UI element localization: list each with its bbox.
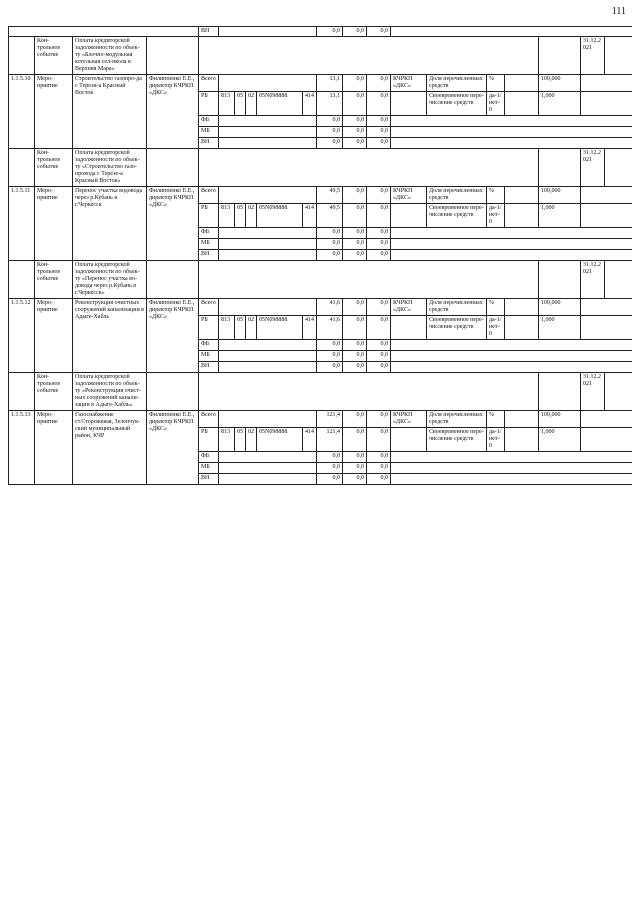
rz-code: 05 <box>235 428 246 452</box>
indicator-unit: да-1/нет-0 <box>487 92 505 116</box>
zero-value: 0,0 <box>317 463 343 474</box>
total-value: 0,0 <box>367 411 391 428</box>
pr-code: 02 <box>246 316 257 340</box>
indicator-name: Доля перечисленных средств <box>427 411 487 428</box>
cell-value: 0,0 <box>367 27 391 37</box>
rb-value: 0,0 <box>343 92 367 116</box>
zero-value: 0,0 <box>343 250 367 261</box>
zero-value: 0,0 <box>367 474 391 485</box>
indicator-value: 100,000 <box>539 411 581 428</box>
zero-value: 0,0 <box>343 474 367 485</box>
zero-value: 0,0 <box>317 116 343 127</box>
zero-value: 0,0 <box>343 239 367 250</box>
measure-kind: Меро-приятие <box>35 299 73 373</box>
source-rb: РБ <box>199 428 219 452</box>
indicator-value: 100,000 <box>539 75 581 92</box>
zero-value: 0,0 <box>343 452 367 463</box>
source-fb: ФБ <box>199 228 219 239</box>
measure-row <box>9 187 633 204</box>
indicator-value: 1,000 <box>539 316 581 340</box>
zero-value: 0,0 <box>367 362 391 373</box>
measure-number: 1.1.5.10 <box>9 75 35 149</box>
executor: КЧРКП «ДКС» <box>391 75 427 92</box>
event-text: Оплата кредиторской задолженности по объек-ту «Блочно-модульная котельная сел-нкола в Верхняя Мара» <box>73 37 147 75</box>
control-event-row <box>9 373 633 411</box>
rb-value: 121,4 <box>317 428 343 452</box>
indicator-value: 1,000 <box>539 204 581 228</box>
event-kind: Кон-трольное событие <box>35 261 73 299</box>
zero-value: 0,0 <box>367 228 391 239</box>
responsible: Филиппенко Е.Е., директор КЧРКП «ДКС» <box>147 411 199 485</box>
csr-code: 05N098888 <box>257 428 303 452</box>
vr-code: 414 <box>303 204 317 228</box>
total-value: 0,0 <box>367 187 391 204</box>
source-fb: ФБ <box>199 340 219 351</box>
zero-value: 0,0 <box>367 138 391 149</box>
table-body <box>9 27 633 485</box>
measure-kind: Меро-приятие <box>35 75 73 149</box>
event-date: 31.12.2021 <box>581 261 605 299</box>
source-total: Всего <box>199 299 219 316</box>
rb-value: 0,0 <box>367 428 391 452</box>
table-row <box>9 27 633 37</box>
program-table <box>8 26 632 485</box>
executor: КЧРКП «ДКС» <box>391 187 427 204</box>
event-date: 31.12.2021 <box>581 373 605 411</box>
responsible: Филиппенко Е.Е., директор КЧРКП «ДКС» <box>147 187 199 261</box>
indicator-unit: % <box>487 299 505 316</box>
zero-value: 0,0 <box>367 239 391 250</box>
zero-value: 0,0 <box>367 250 391 261</box>
source-total: Всего <box>199 187 219 204</box>
event-text: Оплата кредиторской задолженности по объек-ту «Реконструкция очист-ных сооружений канали-зации в Адыге-Хабль» <box>73 373 147 411</box>
measure-number: 1.1.5.13 <box>9 411 35 485</box>
vr-code: 414 <box>303 92 317 116</box>
measure-row <box>9 75 633 92</box>
zero-value: 0,0 <box>317 351 343 362</box>
source-rb: РБ <box>199 316 219 340</box>
measure-row <box>9 411 633 428</box>
grbs-code: 813 <box>219 204 235 228</box>
zero-value: 0,0 <box>317 362 343 373</box>
source-fb: ФБ <box>199 452 219 463</box>
indicator-value: 1,000 <box>539 92 581 116</box>
zero-value: 0,0 <box>317 138 343 149</box>
zero-value: 0,0 <box>317 474 343 485</box>
document-frame <box>8 26 632 894</box>
zero-value: 0,0 <box>343 351 367 362</box>
empty-cell <box>199 37 539 75</box>
rz-code: 05 <box>235 316 246 340</box>
event-kind: Кон-трольное событие <box>35 149 73 187</box>
indicator-value: 1,000 <box>539 428 581 452</box>
rb-value: 41,6 <box>317 316 343 340</box>
total-value: 13,1 <box>317 75 343 92</box>
indicator-name: Доля перечисленных средств <box>427 299 487 316</box>
indicator-value: 100,000 <box>539 187 581 204</box>
vr-code: 414 <box>303 428 317 452</box>
source-vn: ВН <box>199 362 219 373</box>
event-date: 31.12.2021 <box>581 149 605 187</box>
grbs-code: 813 <box>219 316 235 340</box>
zero-value: 0,0 <box>367 116 391 127</box>
measure-name: Перенос участка водовода через р.Кубань в г.Черкесск <box>73 187 147 261</box>
rb-value: 0,0 <box>343 316 367 340</box>
total-value: 0,0 <box>343 411 367 428</box>
source-vn: ВН <box>199 138 219 149</box>
pr-code: 02 <box>246 92 257 116</box>
zero-value: 0,0 <box>367 351 391 362</box>
source-fb: ФБ <box>199 116 219 127</box>
zero-value: 0,0 <box>317 228 343 239</box>
csr-code: 05N098888 <box>257 316 303 340</box>
total-value: 0,0 <box>343 299 367 316</box>
zero-value: 0,0 <box>317 452 343 463</box>
grbs-code: 813 <box>219 92 235 116</box>
measure-number: 1.1.5.11 <box>9 187 35 261</box>
zero-value: 0,0 <box>317 127 343 138</box>
measure-kind: Меро-приятие <box>35 411 73 485</box>
responsible: Филиппенко Е.Е., директор КЧРКП «ДКС» <box>147 299 199 373</box>
total-value: 0,0 <box>343 187 367 204</box>
indicator-unit: % <box>487 411 505 428</box>
measure-row <box>9 299 633 316</box>
indicator-unit: % <box>487 187 505 204</box>
cell-source: ВН <box>199 27 219 37</box>
zero-value: 0,0 <box>343 340 367 351</box>
total-value: 41,6 <box>317 299 343 316</box>
rb-value: 0,0 <box>343 204 367 228</box>
measure-name: Газоснабжение ст.Сторожевая, Зеленчук-ский муниципальный район, КЧР <box>73 411 147 485</box>
total-value: 49,5 <box>317 187 343 204</box>
csr-code: 05N098888 <box>257 92 303 116</box>
rb-value: 49,5 <box>317 204 343 228</box>
rb-value: 0,0 <box>367 204 391 228</box>
executor: КЧРКП «ДКС» <box>391 299 427 316</box>
indicator-name: Доля перечисленных средств <box>427 187 487 204</box>
cell-value: 0,0 <box>343 27 367 37</box>
executor: КЧРКП «ДКС» <box>391 411 427 428</box>
indicator-value: 100,000 <box>539 299 581 316</box>
event-date: 31.12.2021 <box>581 37 605 75</box>
source-mb: МБ <box>199 127 219 138</box>
indicator-unit: % <box>487 75 505 92</box>
cell-value: 0,0 <box>317 27 343 37</box>
source-rb: РБ <box>199 92 219 116</box>
event-kind: Кон-трольное событие <box>35 37 73 75</box>
source-total: Всего <box>199 75 219 92</box>
event-text: Оплата кредиторской задолженности по объек-ту «Строительство газо-провода с Терезе-а Красный Восток» <box>73 149 147 187</box>
grbs-code: 813 <box>219 428 235 452</box>
measure-name: Реконструкция очистных сооружений канализации в Адыге-Хабль <box>73 299 147 373</box>
measure-number: 1.1.5.12 <box>9 299 35 373</box>
zero-value: 0,0 <box>343 127 367 138</box>
csr-code: 05N098888 <box>257 204 303 228</box>
empty-cell <box>199 261 539 299</box>
rb-value: 0,0 <box>367 316 391 340</box>
rb-value: 0,0 <box>343 428 367 452</box>
indicator-name: Своевременное пере-числение средств <box>427 316 487 340</box>
indicator-name: Доля перечисленных средств <box>427 75 487 92</box>
zero-value: 0,0 <box>317 340 343 351</box>
control-event-row <box>9 261 633 299</box>
source-mb: МБ <box>199 351 219 362</box>
rb-value: 13,1 <box>317 92 343 116</box>
pr-code: 02 <box>246 428 257 452</box>
empty-cell <box>199 373 539 411</box>
total-value: 0,0 <box>343 75 367 92</box>
source-mb: МБ <box>199 239 219 250</box>
indicator-unit: да-1/нет-0 <box>487 204 505 228</box>
source-vn: ВН <box>199 250 219 261</box>
zero-value: 0,0 <box>367 127 391 138</box>
event-kind: Кон-трольное событие <box>35 373 73 411</box>
zero-value: 0,0 <box>367 452 391 463</box>
rb-value: 0,0 <box>367 92 391 116</box>
zero-value: 0,0 <box>343 228 367 239</box>
source-total: Всего <box>199 411 219 428</box>
control-event-row <box>9 149 633 187</box>
rz-code: 05 <box>235 204 246 228</box>
rz-code: 05 <box>235 92 246 116</box>
zero-value: 0,0 <box>317 250 343 261</box>
empty-cell <box>199 149 539 187</box>
zero-value: 0,0 <box>317 239 343 250</box>
total-value: 0,0 <box>367 75 391 92</box>
vr-code: 414 <box>303 316 317 340</box>
indicator-name: Своевременное пере-числение средств <box>427 428 487 452</box>
indicator-name: Своевременное пере-числение средств <box>427 204 487 228</box>
pr-code: 02 <box>246 204 257 228</box>
zero-value: 0,0 <box>343 116 367 127</box>
zero-value: 0,0 <box>343 463 367 474</box>
event-text: Оплата кредиторской задолженности по объек-ту «Перенос участка во-довода через р.Кубань в г.Черкесск» <box>73 261 147 299</box>
total-value: 0,0 <box>367 299 391 316</box>
measure-kind: Меро-приятие <box>35 187 73 261</box>
responsible: Филиппенко Е.Е., директор КЧРКП «ДКС» <box>147 75 199 149</box>
total-value: 121,4 <box>317 411 343 428</box>
zero-value: 0,0 <box>343 362 367 373</box>
measure-name: Строительство газопро-да с Терези-а Красный Восток <box>73 75 147 149</box>
source-vn: ВН <box>199 474 219 485</box>
indicator-unit: да-1/нет-0 <box>487 428 505 452</box>
indicator-unit: да-1/нет-0 <box>487 316 505 340</box>
page-number: 111 <box>611 6 626 17</box>
source-mb: МБ <box>199 463 219 474</box>
zero-value: 0,0 <box>343 138 367 149</box>
source-rb: РБ <box>199 204 219 228</box>
indicator-name: Своевременное пере-числение средств <box>427 92 487 116</box>
control-event-row <box>9 37 633 75</box>
zero-value: 0,0 <box>367 463 391 474</box>
zero-value: 0,0 <box>367 340 391 351</box>
